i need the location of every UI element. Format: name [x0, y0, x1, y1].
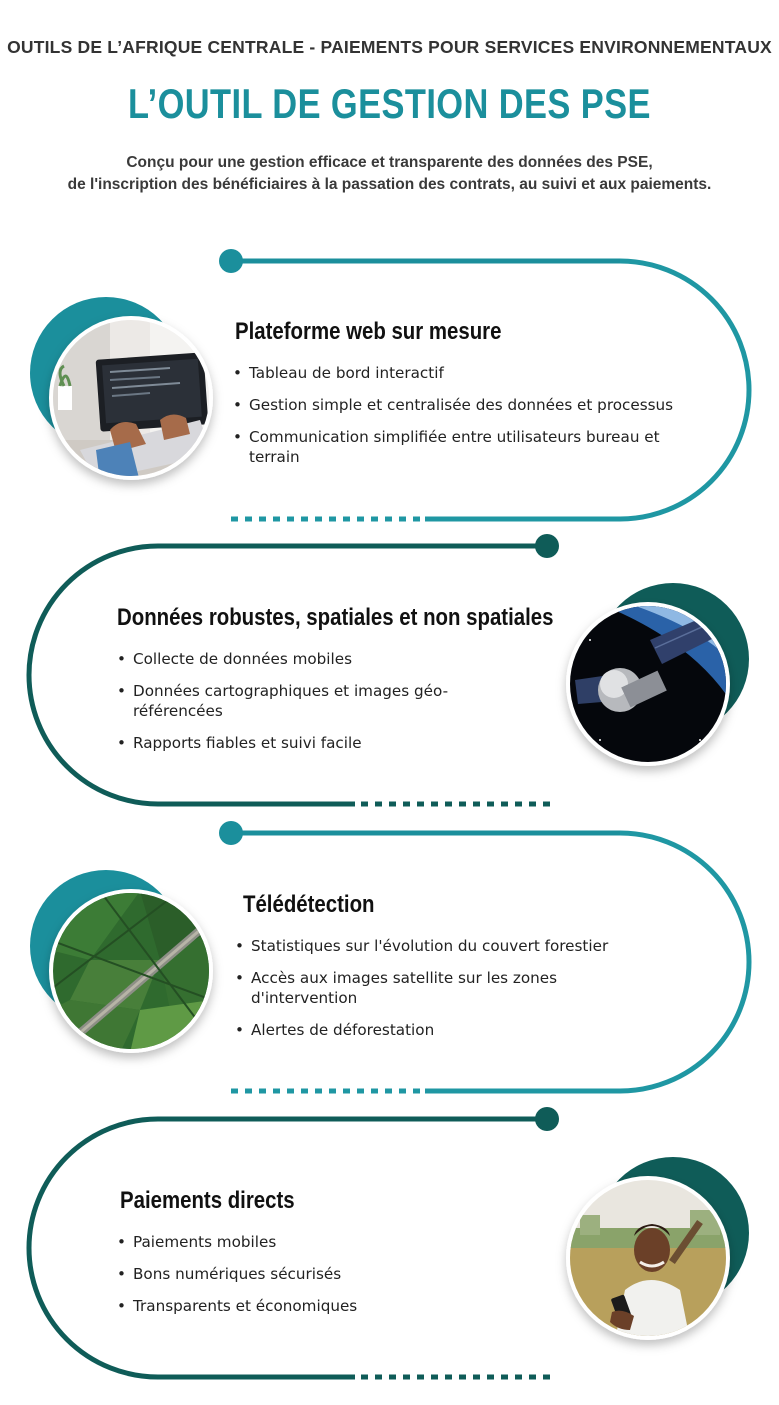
section-2-title: Données robustes, spatiales et non spatiales: [117, 604, 554, 631]
section-1-list: [233, 363, 713, 479]
page-title: L’OUTIL DE GESTION DES PSE: [128, 80, 651, 127]
section-4-title: Paiements directs: [120, 1187, 295, 1214]
flow-node-2: [535, 534, 559, 558]
list-item: • Paiements mobiles: [117, 1232, 497, 1252]
list-item: • Rapports fiables et suivi facile: [117, 733, 487, 753]
section-1-title: Plateforme web sur mesure: [235, 318, 502, 345]
list-item: • Accès aux images satellite sur les zones d'intervention: [235, 968, 655, 1008]
list-item: • Statistiques sur l'évolution du couvert forestier: [235, 936, 655, 956]
list-item: • Bons numériques sécurisés: [117, 1264, 497, 1284]
list-item: • Tableau de bord interactif: [233, 363, 713, 383]
section-3-list: [235, 936, 655, 1052]
subtitle-line-1: Conçu pour une gestion efficace et transparente des données des PSE,: [126, 154, 653, 171]
section-4-list: [117, 1232, 497, 1328]
flow-node-1: [219, 249, 243, 273]
flow-node-3: [219, 821, 243, 845]
laptop-photo: [30, 297, 213, 482]
list-item: • Données cartographiques et images géo-référencées: [117, 681, 487, 721]
list-item: • Communication simplifiée entre utilisateurs bureau et terrain: [233, 427, 713, 467]
header-kicker: OUTILS DE L’AFRIQUE CENTRALE - PAIEMENTS POUR SERVICES ENVIRONNEMENTAUX: [7, 37, 772, 57]
flow-node-4: [535, 1107, 559, 1131]
list-item: • Collecte de données mobiles: [117, 649, 487, 669]
subtitle-line-2: de l'inscription des bénéficiaires à la passation des contrats, au suivi et aux paiements.: [67, 176, 712, 193]
aerial-fields-photo: [30, 870, 213, 1053]
list-item: • Gestion simple et centralisée des données et processus: [233, 395, 713, 415]
woman-phone-photo: [566, 1157, 749, 1340]
satellite-photo: [566, 583, 749, 766]
list-item: • Transparents et économiques: [117, 1296, 497, 1316]
section-3-title: Télédétection: [243, 891, 375, 918]
list-item: • Alertes de déforestation: [235, 1020, 655, 1040]
section-2-list: [117, 649, 487, 765]
